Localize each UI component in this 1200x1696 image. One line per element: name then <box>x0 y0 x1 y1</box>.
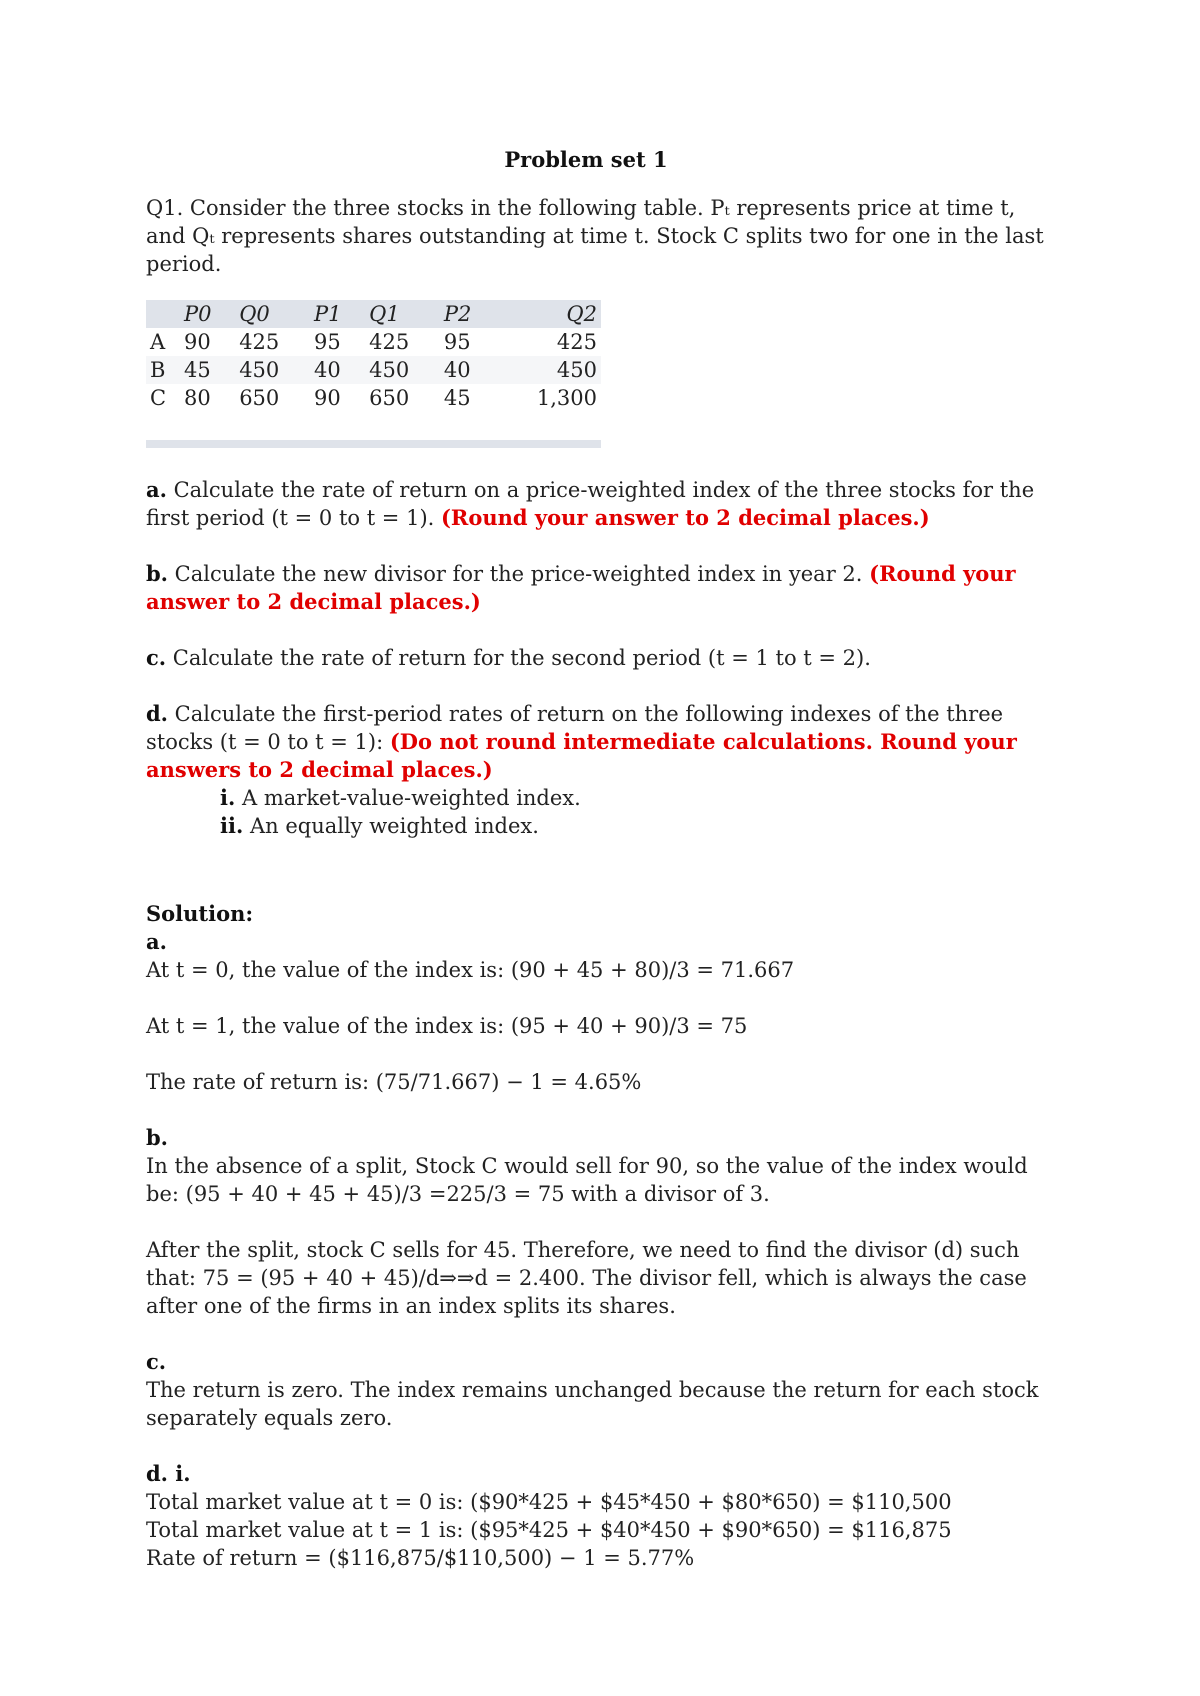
table-cell: 450 <box>369 358 410 382</box>
table-header-row <box>146 300 601 328</box>
table-cell: 425 <box>369 330 410 354</box>
solution-d-line1: Total market value at t = 0 is: ($90*425 + $45*450 + $80*650) = $110,500 <box>146 1490 952 1514</box>
solution-c-label-text: c. <box>146 1349 167 1374</box>
table-header-cell: Q1 <box>369 302 400 326</box>
question-d-note: (Do not round intermediate calculations. Round your answers to 2 decimal places.) <box>146 729 1017 782</box>
table-cell: 450 <box>556 358 597 382</box>
table-cell: 95 <box>313 330 341 354</box>
solution-a-line3: The rate of return is: (75/71.667) − 1 = 4.65% <box>146 1070 642 1094</box>
question-b-note: (Round your answer to 2 decimal places.) <box>146 561 1016 614</box>
table-cell: 450 <box>239 358 280 382</box>
question-d-label: d. <box>146 701 168 726</box>
table-header-cell: Q2 <box>566 302 597 326</box>
table-cell: 40 <box>443 358 471 382</box>
q1-line1: Q1. Consider the three stocks in the following table. Pₜ represents price at time t, <box>146 196 1016 220</box>
table-cell: 1,300 <box>536 386 597 410</box>
table-cell: 95 <box>443 330 471 354</box>
question-a-text: Calculate the rate of return on a price-weighted index of the three stocks for the first period (t = 0 to t = 1). <box>146 478 1035 530</box>
table-cell: A <box>150 330 166 354</box>
solution-a-line2: At t = 1, the value of the index is: (95 + 40 + 90)/3 = 75 <box>146 1014 748 1038</box>
solution-b-label-text: b. <box>146 1125 168 1150</box>
question-d <box>146 700 1066 784</box>
solution-d-label-text: d. i. <box>146 1461 191 1486</box>
question-c-text: Calculate the rate of return for the second period (t = 1 to t = 2). <box>166 646 871 670</box>
question-d-i-text: A market-value-weighted index. <box>235 786 581 810</box>
solution-b-para1: In the absence of a split, Stock C would sell for 90, so the value of the index would be: (95 + 40 + 45 + 45)/3 =225/3 = 75 with a divisor of 3. <box>146 1154 1028 1206</box>
question-c <box>146 644 1066 672</box>
solution-a-label <box>146 928 1066 956</box>
table-cell: 90 <box>184 330 211 354</box>
table-cell: C <box>150 386 167 410</box>
solution-a-line1: At t = 0, the value of the index is: (90 + 45 + 80)/3 = 71.667 <box>146 958 795 982</box>
question-a-note: (Round your answer to 2 decimal places.) <box>441 505 930 530</box>
page-content <box>146 140 1066 1572</box>
table-cell: 650 <box>369 386 410 410</box>
solution-c-text: The return is zero. The index remains unchanged because the return for each stock separately equals zero. <box>146 1378 1039 1430</box>
q1-line2: and Qₜ represents shares outstanding at time t. Stock C splits two for one in the last period. <box>146 224 1044 276</box>
stock-table <box>146 300 601 412</box>
question-a-label: a. <box>146 477 167 502</box>
question-a <box>146 476 1066 532</box>
solution-heading-text: Solution: <box>146 901 254 926</box>
question-b <box>146 560 1066 616</box>
table-cell: 425 <box>556 330 597 354</box>
table-cell: 45 <box>184 358 211 382</box>
table-header-cell: P1 <box>313 302 342 326</box>
solution-d-line2: Total market value at t = 1 is: ($95*425 + $40*450 + $90*650) = $116,875 <box>146 1518 952 1542</box>
table-cell: 90 <box>313 386 341 410</box>
table-row <box>146 384 601 412</box>
question-b-text: Calculate the new divisor for the price-weighted index in year 2. <box>168 562 863 586</box>
table-cell: 80 <box>184 386 211 410</box>
solution-d-label <box>146 1460 1066 1488</box>
question-d-ii <box>146 812 1066 840</box>
solution-b-para2: After the split, stock C sells for 45. Therefore, we need to find the divisor (d) such that: 75 = (95 + 40 + 45)/d⇒⇒d = 2.400. The divisor fell, which is always the case after one of the firms in an index splits its shares. <box>146 1238 1027 1318</box>
table-header-cell: P2 <box>443 302 472 326</box>
question-d-ii-text: An equally weighted index. <box>243 814 539 838</box>
question-b-label: b. <box>146 561 168 586</box>
solution-a-label-text: a. <box>146 929 167 954</box>
table-header-cell: P0 <box>184 302 212 326</box>
question-d-text: Calculate the first-period rates of return on the following indexes of the three stocks (t = 0 to t = 1): <box>146 702 1004 754</box>
solution-c-label <box>146 1348 1066 1376</box>
table-footer-bar <box>146 440 601 448</box>
question-c-label: c. <box>146 645 167 670</box>
page-title: Problem set 1 <box>504 147 668 172</box>
table-header-cell <box>146 300 180 328</box>
solution-b-label <box>146 1124 1066 1152</box>
question-d-i <box>146 784 1066 812</box>
table-cell: B <box>150 358 166 382</box>
solution-d-line3: Rate of return = ($116,875/$110,500) − 1 = 5.77% <box>146 1546 695 1570</box>
table-row <box>146 356 601 384</box>
table-cell: 45 <box>443 386 471 410</box>
table-cell: 650 <box>239 386 280 410</box>
table-cell: 40 <box>313 358 341 382</box>
table-cell: 425 <box>239 330 280 354</box>
table-header-cell: Q0 <box>239 302 270 326</box>
solution-heading <box>146 900 1066 928</box>
question-d-i-label: i. <box>220 785 236 810</box>
table-row <box>146 328 601 356</box>
question-d-ii-label: ii. <box>220 813 244 838</box>
